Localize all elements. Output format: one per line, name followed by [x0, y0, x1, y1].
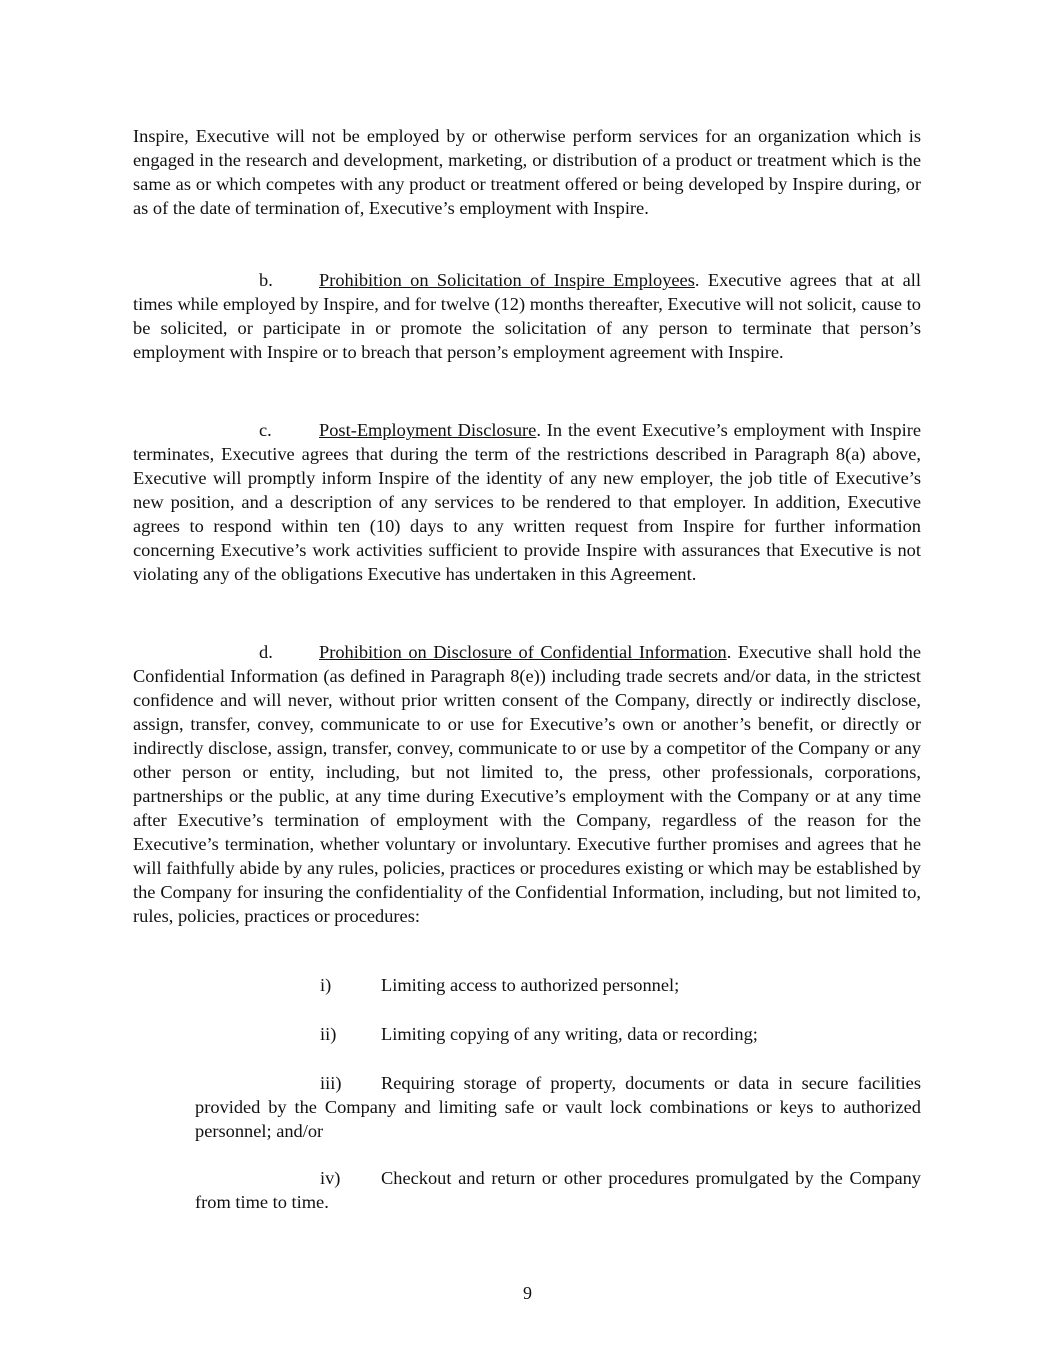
paragraph-b-label: b. — [259, 270, 273, 290]
paragraph-b-body: . Executive agrees that at all times while employed by Inspire, and for twelve (12) months thereafter, Executive will not solicit, cause to be solicited, or participate in or promote the solicitation of any person to terminate that person’s employment with Inspire or to breach that person’s employment agreement with Inspire. — [133, 270, 922, 362]
paragraph-b-heading: Prohibition on Solicitation of Inspire Employees — [319, 270, 695, 290]
paragraph-d-indent — [133, 640, 319, 664]
paragraph-c — [133, 418, 921, 586]
subitem-iii-text: Requiring storage of property, documents or data in secure facilities provided by the Company and limiting safe or vault lock combinations or keys to authorized personnel; and/or — [195, 1073, 921, 1141]
paragraph-c-label: c. — [259, 420, 272, 440]
paragraph-b-indent — [133, 268, 319, 292]
paragraph-continuation — [133, 124, 921, 220]
subitem-iii-number: iii) — [320, 1073, 342, 1093]
subitem-ii-text: Limiting copying of any writing, data or recording; — [381, 1024, 758, 1044]
subitem-iv — [195, 1166, 921, 1214]
subitem-ii-number: ii) — [320, 1024, 337, 1044]
subitem-ii — [320, 1022, 758, 1046]
subitem-i — [320, 973, 679, 997]
subitem-i-text: Limiting access to authorized personnel; — [381, 975, 680, 995]
paragraph-c-indent — [133, 418, 319, 442]
paragraph-c-body: . In the event Executive’s employment with Inspire terminates, Executive agrees that during the term of the restrictions described in Paragraph 8(a) above, Executive will promptly inform Inspire of the identity of any new employer, the job title of Executive’s new position, and a description of any services to be rendered to that employer. In addition, Executive agrees to respond within ten (10) days to any written request from Inspire for further information concerning Executive’s work activities sufficient to provide Inspire with assurances that Executive is not violating any of the obligations Executive has undertaken in this Agreement. — [133, 420, 921, 584]
paragraph-d-heading: Prohibition on Disclosure of Confidential Information — [319, 642, 727, 662]
subitem-i-number: i) — [320, 975, 332, 995]
paragraph-c-heading: Post-Employment Disclosure — [319, 420, 537, 440]
page-number: 9 — [523, 1283, 532, 1303]
subitem-iv-number: iv) — [320, 1168, 341, 1188]
paragraph-b — [133, 268, 921, 364]
subitem-iii — [195, 1071, 921, 1143]
paragraph-d-body: . Executive shall hold the Confidential Information (as defined in Paragraph 8(e)) including trade secrets and/or data, in the strictest confidence and will never, without prior written consent of the Company, directly or indirectly disclose, assign, transfer, convey, communicate to or use for Executive’s own or another’s benefit, or directly or indirectly disclose, assign, transfer, convey, communicate to or use by a competitor of the Company or any other person or entity, including, but not limited to, the press, other professionals, corporations, partnerships or the public, at any time during Executive’s employment with the Company or at any time after Executive’s termination of employment with the Company, regardless of the reason for the Executive’s termination, whether voluntary or involuntary. Executive further promises and agrees that he will faithfully abide by any rules, policies, practices or procedures existing or which may be established by the Company for insuring the confidentiality of the Confidential Information, including, but not limited to, rules, policies, practices or procedures: — [133, 642, 921, 926]
subitem-iv-text: Checkout and return or other procedures promulgated by the Company from time to time. — [195, 1168, 921, 1212]
paragraph-d-label: d. — [259, 642, 273, 662]
continuation-text: Inspire, Executive will not be employed by or otherwise perform services for an organization which is engaged in the research and development, marketing, or distribution of a product or treatment which is the same as or which competes with any product or treatment offered or being developed by Inspire during, or as of the date of termination of, Executive’s employment with Inspire. — [133, 126, 921, 218]
paragraph-d — [133, 640, 921, 928]
